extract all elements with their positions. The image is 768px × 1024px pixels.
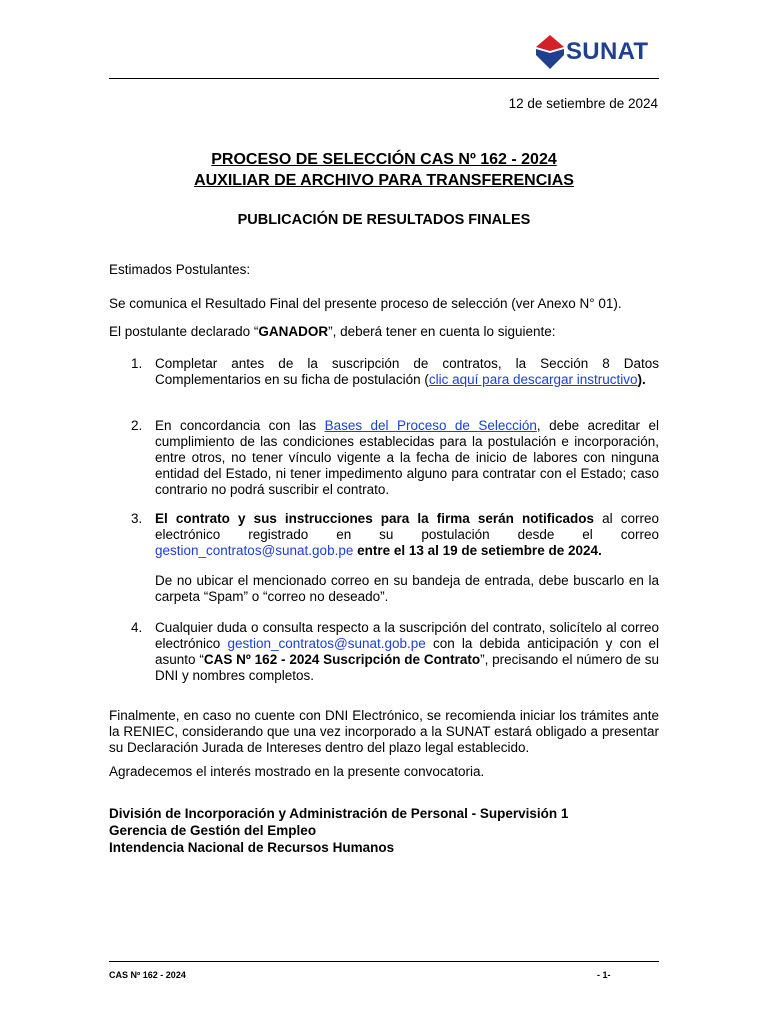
- thanks-paragraph: Agradecemos el interés mostrado en la presente convocatoria.: [109, 764, 485, 779]
- list-number: 4.: [131, 620, 143, 635]
- winner-pre: El postulante declarado “: [109, 324, 259, 339]
- instructivo-download-link[interactable]: clic aquí para descargar instructivo: [428, 372, 638, 387]
- sunat-logo: [536, 34, 648, 70]
- list-number: 2.: [131, 418, 143, 433]
- item3-bold-post: entre el 13 al 19 de setiembre de 2024.: [353, 543, 602, 558]
- document-title-line2: AUXILIAR DE ARCHIVO PARA TRANSFERENCIAS: [194, 172, 574, 189]
- list-text: [155, 356, 659, 388]
- intro-paragraph: Se comunica el Resultado Final del presente proceso de selección (ver Anexo N° 01).: [109, 296, 622, 311]
- winner-word: GANADOR: [258, 324, 329, 339]
- item2-text-post: , debe acreditar el cumplimiento de las condiciones establecidas para la postulación e incorporación, entre otros, no tener vínculo vigente a la fecha de inicio de labores con ninguna entidad del Estado, ni tener impedimento alguno para contratar con el Estado; caso contrario no podrá suscribir el contrato.: [155, 418, 659, 497]
- item3-text-mid: al correo electrónico registrado en su postulación desde el correo: [155, 511, 660, 542]
- list-text: [155, 511, 659, 559]
- item1-close: ).: [637, 372, 646, 387]
- signature-line3: Intendencia Nacional de Recursos Humanos: [109, 840, 395, 855]
- item1-text: Completar antes de la suscripción de contratos, la Sección 8 Datos Complementarios en su ficha de postulación (: [155, 356, 659, 387]
- final-paragraph: Finalmente, en caso no cuente con DNI Electrónico, se recomienda iniciar los trámites ante la RENIEC, considerando que una vez incorporado a la SUNAT estará obligado a presentar su Declaración Jurada de Intereses dentro del plazo legal establecido.: [109, 708, 659, 755]
- item4-subject: CAS Nº 162 - 2024 Suscripción de Contrato: [203, 652, 481, 667]
- item3-bold-pre: El contrato y sus instrucciones para la firma serán notificados: [155, 511, 595, 526]
- list-item-4: [131, 620, 659, 684]
- signature-line1: División de Incorporación y Administración de Personal - Supervisión 1: [109, 806, 569, 821]
- list-number: 1.: [131, 356, 143, 371]
- list-text: [155, 620, 659, 684]
- winner-paragraph: [109, 324, 659, 340]
- bases-proceso-link[interactable]: Bases del Proceso de Selección: [324, 418, 537, 433]
- footer-reference: CAS Nº 162 - 2024: [109, 970, 186, 980]
- sunat-diamond-icon: [536, 35, 564, 69]
- list-item-2: [131, 418, 659, 498]
- item4-text-pre: Cualquier duda o consulta respecto a la suscripción del contrato, solicítelo al correo electrónico: [155, 620, 659, 651]
- document-date: 12 de setiembre de 2024: [508, 96, 658, 111]
- item3-note: De no ubicar el mencionado correo en su bandeja de entrada, debe buscarlo en la carpeta “Spam” o “correo no deseado”.: [155, 573, 659, 604]
- list-number: 3.: [131, 511, 143, 526]
- contracts-email[interactable]: gestion_contratos@sunat.gob.pe: [155, 543, 354, 558]
- signature-line2: Gerencia de Gestión del Empleo: [109, 823, 317, 838]
- page-number: - 1-: [597, 970, 611, 980]
- list-text: [155, 418, 659, 498]
- document-title-line1: PROCESO DE SELECCIÓN CAS Nº 162 - 2024: [211, 151, 557, 168]
- item4-text-post: ”, precisando el número de su DNI y nombres completos.: [155, 652, 660, 683]
- list-item-3: [131, 511, 659, 559]
- greeting: Estimados Postulantes:: [109, 262, 251, 277]
- list-item-1: [131, 356, 659, 388]
- item2-text-pre: En concordancia con las: [155, 418, 325, 433]
- contracts-email[interactable]: gestion_contratos@sunat.gob.pe: [227, 636, 426, 651]
- document-subtitle: PUBLICACIÓN DE RESULTADOS FINALES: [237, 212, 531, 228]
- logo-text: SUNAT: [566, 38, 649, 65]
- item4-text-mid: con la debida anticipación y con el asunto “: [155, 636, 660, 667]
- footer-rule: [109, 961, 659, 962]
- header-rule: [109, 78, 659, 79]
- winner-post: ”, deberá tener en cuenta lo siguiente:: [328, 324, 556, 339]
